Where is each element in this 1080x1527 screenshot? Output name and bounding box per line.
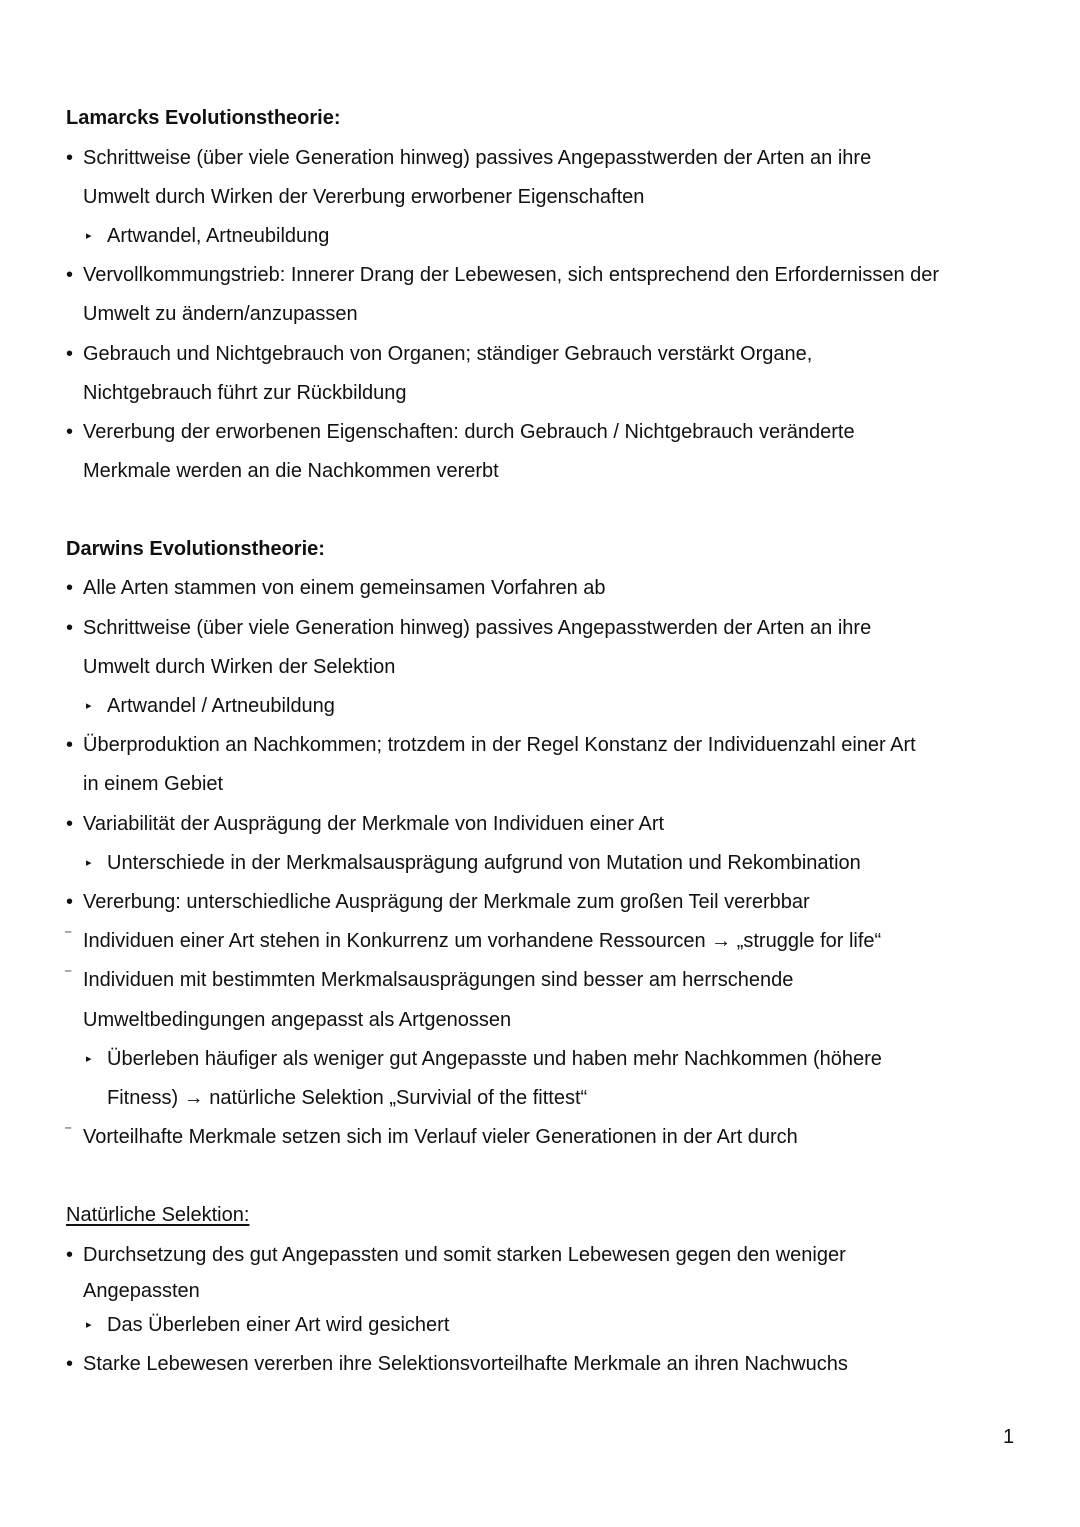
list-item-text: Merkmale werden an die Nachkommen vererbt [83, 460, 499, 482]
list-item-text: Vererbung: unterschiedliche Ausprägung der Merkmale zum großen Teil vererbbar [83, 891, 810, 913]
bullet-marker-icon: • [66, 264, 74, 286]
bullet-marker-icon: • [66, 421, 74, 443]
dash-marker-icon: ⁻ [64, 1123, 73, 1140]
bullet-marker-icon: • [66, 343, 74, 365]
list-item-text: Vervollkommungstrieb: Innerer Drang der Lebewesen, sich entsprechend den Erfordernissen der [83, 264, 940, 286]
list-item-text: Individuen mit bestimmten Merkmalsausprägungen sind besser am herrschende [83, 969, 794, 991]
list-item-text: Fitness) → natürliche Selektion „Survivial of the fittest“ [107, 1087, 588, 1109]
dash-marker-icon: ⁻ [64, 966, 73, 983]
list-item-text: Variabilität der Ausprägung der Merkmale von Individuen einer Art [83, 813, 665, 835]
list-item-text: in einem Gebiet [83, 773, 224, 795]
list-item-text: Schrittweise (über viele Generation hinweg) passives Angepasstwerden der Arten an ihre [83, 147, 872, 169]
bullet-marker-icon: • [66, 734, 74, 756]
list-item-text: Artwandel / Artneubildung [107, 695, 335, 717]
triangle-marker-icon: ▸ [86, 1053, 92, 1065]
triangle-marker-icon: ▸ [86, 700, 92, 712]
list-item-text: Umwelt durch Wirken der Vererbung erworbener Eigenschaften [83, 186, 645, 208]
list-item-text: Nichtgebrauch führt zur Rückbildung [83, 382, 407, 404]
list-item-text: Umweltbedingungen angepasst als Artgenossen [83, 1009, 512, 1031]
section-heading: Darwins Evolutionstheorie: [66, 538, 325, 560]
list-item-text: Angepassten [83, 1280, 200, 1302]
list-item-text: Gebrauch und Nichtgebrauch von Organen; ständiger Gebrauch verstärkt Organe, [83, 343, 813, 365]
triangle-marker-icon: ▸ [86, 857, 92, 869]
list-item-text: Vorteilhafte Merkmale setzen sich im Verlauf vieler Generationen in der Art durch [83, 1126, 798, 1148]
bullet-marker-icon: • [66, 813, 74, 835]
bullet-marker-icon: • [66, 147, 74, 169]
list-item-text: Starke Lebewesen vererben ihre Selektionsvorteilhafte Merkmale an ihren Nachwuchs [83, 1353, 848, 1375]
page-number: 1 [1003, 1426, 1015, 1448]
list-item-text: Überproduktion an Nachkommen; trotzdem in der Regel Konstanz der Individuenzahl einer Art [83, 734, 916, 756]
list-item-text: Artwandel, Artneubildung [107, 225, 330, 247]
bullet-marker-icon: • [66, 1244, 74, 1266]
list-item-text: Vererbung der erworbenen Eigenschaften: durch Gebrauch / Nichtgebrauch veränderte [83, 421, 855, 443]
list-item-text: Individuen einer Art stehen in Konkurrenz um vorhandene Ressourcen → „struggle for life“ [83, 930, 882, 952]
list-item-text: Schrittweise (über viele Generation hinweg) passives Angepasstwerden der Arten an ihre [83, 617, 872, 639]
list-item-text: Alle Arten stammen von einem gemeinsamen Vorfahren ab [83, 577, 606, 599]
bullet-marker-icon: • [66, 577, 74, 599]
bullet-marker-icon: • [66, 891, 74, 913]
dash-marker-icon: ⁻ [64, 927, 73, 944]
list-item-text: Durchsetzung des gut Angepassten und somit starken Lebewesen gegen den weniger [83, 1244, 846, 1266]
list-item-text: Umwelt zu ändern/anzupassen [83, 303, 358, 325]
section-heading: Lamarcks Evolutionstheorie: [66, 107, 341, 129]
list-item-text: Umwelt durch Wirken der Selektion [83, 656, 396, 678]
list-item-text: Unterschiede in der Merkmalsausprägung aufgrund von Mutation und Rekombination [107, 852, 861, 874]
list-item-text: Das Überleben einer Art wird gesichert [107, 1314, 450, 1336]
triangle-marker-icon: ▸ [86, 1319, 92, 1331]
section-heading: Natürliche Selektion: [66, 1204, 250, 1226]
triangle-marker-icon: ▸ [86, 230, 92, 242]
bullet-marker-icon: • [66, 617, 74, 639]
bullet-marker-icon: • [66, 1353, 74, 1375]
list-item-text: Überleben häufiger als weniger gut Angepasste und haben mehr Nachkommen (höhere [107, 1048, 882, 1070]
